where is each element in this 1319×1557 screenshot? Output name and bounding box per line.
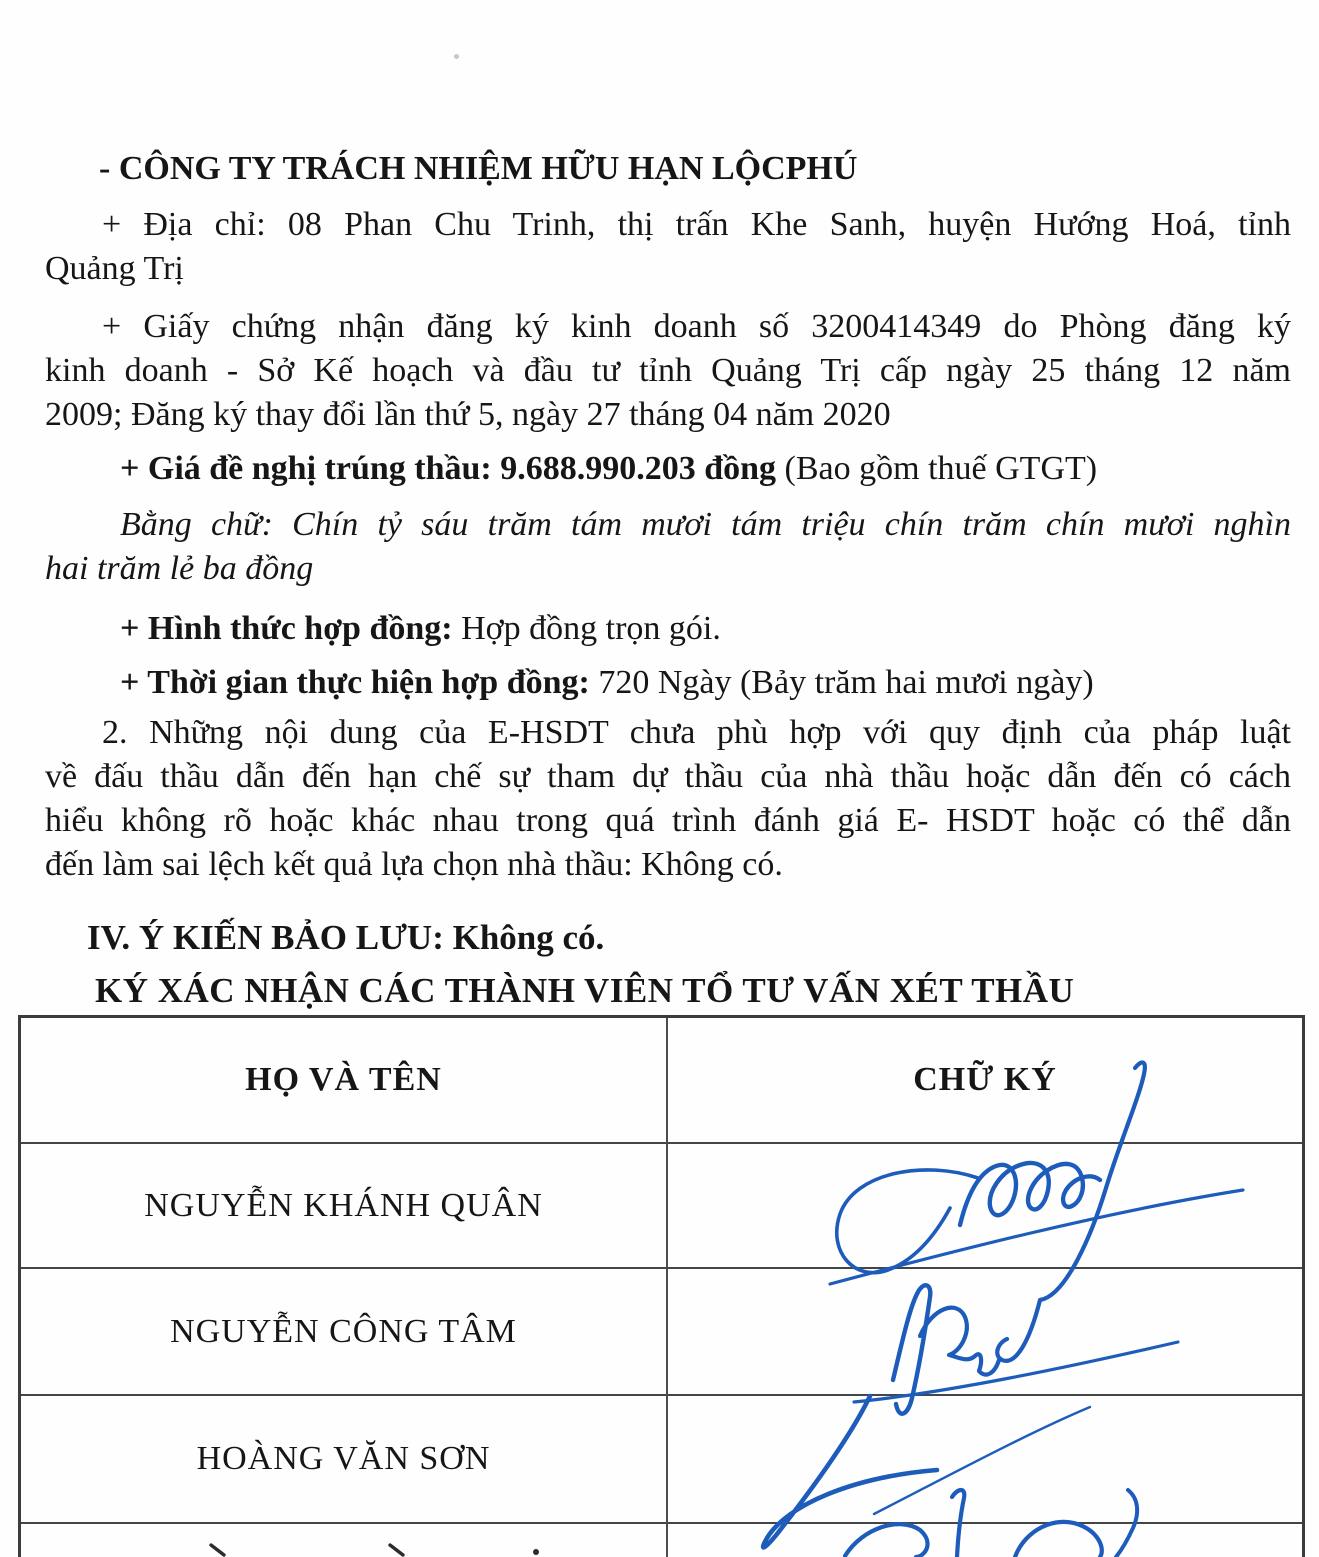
- signoff-heading: [45, 968, 1291, 1013]
- table-header-name: HỌ VÀ TÊN: [21, 1018, 668, 1144]
- amount-in-words-paragraph: [45, 503, 1291, 591]
- contract-form-value: Hợp đồng trọn gói.: [452, 610, 721, 647]
- signature-table: [18, 1015, 1305, 1557]
- table-cell-signature-1: [668, 1144, 1302, 1269]
- section2-line-2: về đấu thầu dẫn đến hạn chế sự tham dự thầu của nhà thầu hoặc dẫn đến có cách: [45, 758, 1291, 795]
- table-cell-signature-4: [668, 1524, 1302, 1557]
- company-name-text: - CÔNG TY TRÁCH NHIỆM HỮU HẠN LỘCPHÚ: [99, 150, 858, 187]
- contract-form-line: [45, 607, 1291, 651]
- contract-duration-line: [45, 661, 1291, 705]
- registration-line-2: kinh doanh - Sở Kế hoạch và đầu tư tỉnh Quảng Trị cấp ngày 25 tháng 12 năm: [45, 352, 1291, 389]
- reservation-heading-text: IV. Ý KIẾN BẢO LƯU: Không có.: [87, 918, 605, 957]
- section2-paragraph: [45, 711, 1291, 887]
- section2-line-1: 2. Những nội dung của E-HSDT chưa phù hợp với quy định của pháp luật: [102, 714, 1291, 751]
- document-body: [45, 0, 1291, 1013]
- address-paragraph: [45, 203, 1291, 291]
- table-row-member-2: NGUYỄN CÔNG TÂM: [21, 1269, 668, 1396]
- scan-speckle: [454, 54, 459, 59]
- address-line-2: Quảng Trị: [45, 250, 184, 287]
- table-row-member-3: HOÀNG VĂN SƠN: [21, 1396, 668, 1524]
- table-row-member-1: NGUYỄN KHÁNH QUÂN: [21, 1144, 668, 1269]
- winning-price-line: [45, 447, 1291, 491]
- address-line-1: + Địa chỉ: 08 Phan Chu Trinh, thị trấn Khe Sanh, huyện Hướng Hoá, tỉnh: [102, 206, 1291, 243]
- signoff-heading-text: KÝ XÁC NHẬN CÁC THÀNH VIÊN TỔ TƯ VẤN XÉT THẦU: [95, 971, 1075, 1010]
- amount-in-words-line-1: Bằng chữ: Chín tỷ sáu trăm tám mươi tám triệu chín trăm chín mươi nghìn: [120, 506, 1291, 543]
- table-header-signature: CHỮ KÝ: [668, 1018, 1302, 1144]
- contract-duration-value: 720 Ngày (Bảy trăm hai mươi ngày): [589, 664, 1094, 701]
- registration-paragraph: [45, 305, 1291, 437]
- section2-line-3: hiểu không rõ hoặc khác nhau trong quá trình đánh giá E- HSDT hoặc có thể dẫn: [45, 802, 1291, 839]
- contract-duration-label: + Thời gian thực hiện hợp đồng:: [120, 664, 590, 701]
- table-cell-signature-2: [668, 1269, 1302, 1396]
- winning-price-note: (Bao gồm thuế GTGT): [776, 450, 1098, 487]
- company-name-heading: [45, 147, 1291, 191]
- amount-in-words-line-2: hai trăm lẻ ba đồng: [45, 550, 314, 587]
- section2-line-4: đến làm sai lệch kết quả lựa chọn nhà thầu: Không có.: [45, 846, 783, 883]
- winning-price-label: + Giá đề nghị trúng thầu: 9.688.990.203 đồng: [120, 450, 777, 487]
- registration-line-3: 2009; Đăng ký thay đổi lần thứ 5, ngày 27 tháng 04 năm 2020: [45, 396, 891, 433]
- table-cell-signature-3: [668, 1396, 1302, 1524]
- reservation-heading: [45, 915, 1291, 960]
- registration-line-1: + Giấy chứng nhận đăng ký kinh doanh số 3200414349 do Phòng đăng ký: [102, 308, 1291, 345]
- contract-form-label: + Hình thức hợp đồng:: [120, 610, 453, 647]
- table-row-member-4-cutoff: [21, 1524, 668, 1557]
